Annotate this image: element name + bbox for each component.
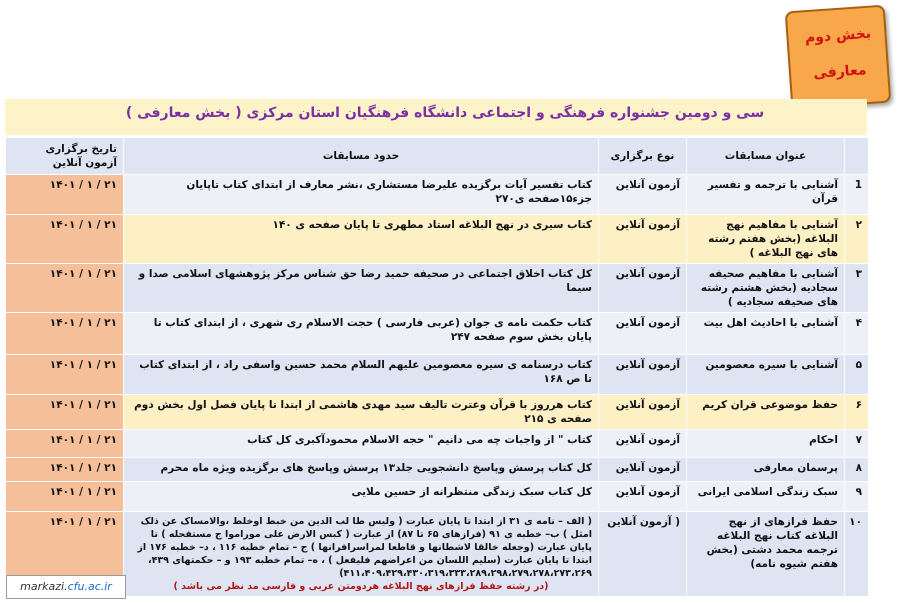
- row-scope: کتاب هرروز با قرآن وعترت تالیف سید مهدی هاشمی از ابتدا تا پایان فصل اول بخش دوم صفحه ی ۲۱۵: [124, 395, 599, 430]
- row-number: ۶: [845, 395, 869, 430]
- header-number: [845, 138, 869, 175]
- row-scope: کتاب درسنامه ی سیره معصومین علیهم السلام محمد حسین واسفی راد ، از ابتدای کتاب تا ص ۱۶۸: [124, 355, 599, 395]
- row-type: آزمون آنلاین: [599, 395, 687, 430]
- row-scope-cell: [124, 512, 599, 597]
- watermark: [6, 575, 126, 599]
- row-date: ۲۱ / ۱ / ۱۴۰۱: [6, 430, 124, 458]
- row-number: ۴: [845, 313, 869, 355]
- row-type: آزمون آنلاین: [599, 430, 687, 458]
- row-subject: آشنایی با احادیث اهل بیت: [687, 313, 845, 355]
- section-badge: [780, 2, 892, 106]
- row-subject: سبک زندگی اسلامی ایرانی: [687, 482, 845, 512]
- row-date: ۲۱ / ۱ / ۱۴۰۱: [6, 512, 124, 597]
- row-type: آزمون آنلاین: [599, 458, 687, 482]
- row-date: ۲۱ / ۱ / ۱۴۰۱: [6, 313, 124, 355]
- row-scope: کل کتاب سبک زندگی منتظرانه از حسین ملایی: [124, 482, 599, 512]
- header-scope: حدود مسابقات: [124, 138, 599, 175]
- row-scope: کل کتاب پرسش وپاسخ دانشجویی جلد۱۳ پرسش وپاسخ های برگزیده ویژه ماه محرم: [124, 458, 599, 482]
- table-row: [6, 215, 869, 264]
- row-number: ۱۰: [845, 512, 869, 597]
- row-date: ۲۱ / ۱ / ۱۴۰۱: [6, 458, 124, 482]
- row-scope: کتاب تفسیر آیات برگزیده علیرضا مستشاری ،نشر معارف از ابتدای کتاب تاپایان جزء۱۵صفحه ی۲۷۰: [124, 175, 599, 215]
- row-type: آزمون آنلاین: [599, 175, 687, 215]
- row-number: ۵: [845, 355, 869, 395]
- table-row: [6, 264, 869, 313]
- table-header-row: [6, 138, 869, 175]
- row-type: آزمون آنلاین: [599, 264, 687, 313]
- competitions-table: [5, 137, 869, 597]
- table-row: [6, 355, 869, 395]
- row-date: ۲۱ / ۱ / ۱۴۰۱: [6, 355, 124, 395]
- row-subject: آشنایی با مفاهیم نهج البلاغه (بخش هفتم رشته های نهج البلاغه ): [687, 215, 845, 264]
- row-subject: حفظ فرازهای از نهج البلاغه کتاب نهج البلاغه ترجمه محمد دشتی (بخش هفتم شیوه نامه): [687, 512, 845, 597]
- page-title: سی و دومین جشنواره فرهنگی و اجتماعی دانشگاه فرهنگیان استان مرکزی ( بخش معارفی ): [125, 105, 765, 121]
- row-number: 1: [845, 175, 869, 215]
- table-row: [6, 430, 869, 458]
- row-number: ۹: [845, 482, 869, 512]
- row-date: ۲۱ / ۱ / ۱۴۰۱: [6, 395, 124, 430]
- row-type: آزمون آنلاین: [599, 313, 687, 355]
- table-row: [6, 512, 869, 597]
- table-row: [6, 313, 869, 355]
- table-row: [6, 458, 869, 482]
- row-subject: پرسمان معارفی: [687, 458, 845, 482]
- badge-background: [785, 5, 892, 110]
- row-scope: کتاب " از واجبات چه می دانیم " حجه الاسلام محمودآکبری کل کتاب: [124, 430, 599, 458]
- row-scope: کل کتاب اخلاق اجتماعی در صحیفه حمید رضا حق شناس مرکز پژوهشهای اسلامی صدا و سیما: [124, 264, 599, 313]
- row-type: آزمون آنلاین: [599, 215, 687, 264]
- badge-line-2: معارفی: [812, 62, 868, 82]
- table-row: [6, 395, 869, 430]
- watermark-prefix: markazi.: [20, 580, 68, 593]
- table-row: [6, 482, 869, 512]
- row-date: ۲۱ / ۱ / ۱۴۰۱: [6, 175, 124, 215]
- row-scope-note: (در رشته حفظ فرازهای نهج البلاغه هردومتن عربی و فارسی مد نظر می باشد ): [173, 581, 549, 592]
- row-subject: احکام: [687, 430, 845, 458]
- row-date: ۲۱ / ۱ / ۱۴۰۱: [6, 215, 124, 264]
- header-date: تاریخ برگزاری آزمون آنلاین: [6, 138, 124, 175]
- badge-line-1: بخش دوم: [804, 25, 872, 47]
- row-scope: کتاب سیری در نهج البلاغه استاد مطهری تا پایان صفحه ی ۱۴۰: [124, 215, 599, 264]
- row-subject: حفظ موضوعی قران کریم: [687, 395, 845, 430]
- row-number: ۲: [845, 215, 869, 264]
- row-number: ۸: [845, 458, 869, 482]
- header-subject: عنوان مسابقات: [687, 138, 845, 175]
- row-type: آزمون آنلاین: [599, 355, 687, 395]
- row-date: ۲۱ / ۱ / ۱۴۰۱: [6, 264, 124, 313]
- row-date: ۲۱ / ۱ / ۱۴۰۱: [6, 482, 124, 512]
- row-type: ( آزمون آنلاین: [599, 512, 687, 597]
- watermark-accent: cfu.ac.ir: [67, 580, 112, 593]
- row-number: ۳: [845, 264, 869, 313]
- row-subject: آشنایی با مفاهیم صحیفه سجادیه (بخش هشتم رشته های صحیفه سجادیه ): [687, 264, 845, 313]
- row-scope: کتاب حکمت نامه ی جوان (عربی فارسی ) حجت الاسلام ری شهری ، از ابتدای کتاب تا پایان بخش سوم صفحه ۲۴۷: [124, 313, 599, 355]
- row-subject: آشنایی با ترجمه و تفسیر قرآن: [687, 175, 845, 215]
- header-type: نوع برگزاری: [599, 138, 687, 175]
- row-scope: ( الف – نامه ی ۳۱ از ابتدا تا پایان عبارت ( ولیس طا لب الدین من خبط اوخلط ،والامساک عن ذلک امثل ) ب– خطبه ی ۹۱ (فرازهای ۶۵ تا ۸۷) از عبارت ( کبس الارض علی موراموا ج مستفحله ) تا پایان عبارت (وجعله خالقا لاشطانها و قاطعا لمراسرافرانها ) ج – تمام خطبه ۱۱۶ ، د– خطبه ۱۷۶ از ابتدا تا پایان عبارت (سلیم اللسان من اعراضهم فلیفعل ) ، ه– تمام خطبه ۱۹۳ و – حکمتهای ۴۳۹، ۴۱۱،۴۰۹،۴۲۹،۴۳۰،۳۱۹،۳۳۳،۲۸۹،۲۹۸،۲۷۹،۲۷۸،۲۷۳،۲۶۹): [137, 516, 592, 579]
- title-banner: [5, 99, 867, 135]
- row-type: آزمون آنلاین: [599, 482, 687, 512]
- row-subject: آشنایی با سیره معصومین: [687, 355, 845, 395]
- table-row: [6, 175, 869, 215]
- row-number: ۷: [845, 430, 869, 458]
